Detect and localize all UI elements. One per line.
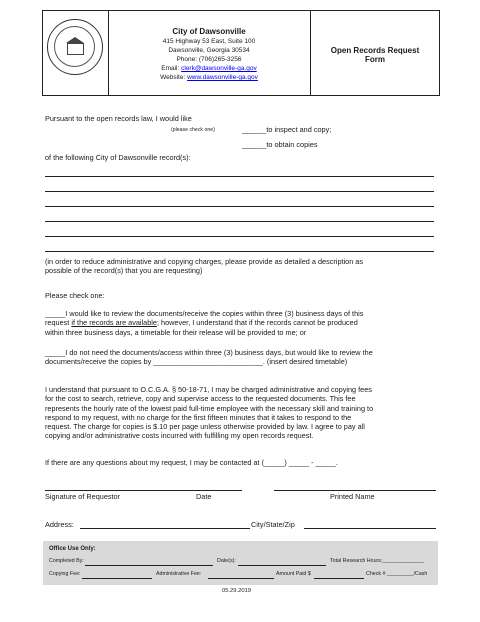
option-copies[interactable] (242, 140, 317, 149)
choice1-text: I would like to review the documents/receive the copies within three (3) business days of this (65, 309, 364, 318)
address-line[interactable] (80, 528, 250, 529)
records-label: of the following City of Dawsonville record(s): (45, 153, 191, 162)
description-note-line: possible of the record(s) that you are requesting) (45, 266, 203, 276)
record-line[interactable] (45, 236, 434, 237)
record-line[interactable] (45, 251, 434, 252)
printed-name-label: Printed Name (330, 492, 375, 501)
choice-later (45, 348, 445, 367)
fees-line: request. The charge for copies is $.10 per page unless otherwise provided by law. I agree to pay all (45, 422, 365, 432)
city-state-zip-line[interactable] (304, 528, 436, 529)
cash-text: /Cash (413, 571, 428, 577)
total-hours-label (330, 558, 424, 564)
dates-line[interactable] (238, 565, 326, 566)
copying-fee-line[interactable] (82, 578, 152, 579)
choice-line: within three business days, a timetable for their release will be provided to me; or (45, 327, 307, 337)
website-line (110, 74, 308, 81)
choice-line (45, 318, 445, 327)
choice1-underlined: if the records are available (71, 318, 157, 328)
choice-three-days (45, 309, 445, 337)
total-hours-text: Total Research Hours: (330, 558, 383, 564)
check-hint: (please check one) (171, 127, 215, 133)
address-line1: 415 Highway 53 East, Suite 100 (162, 38, 256, 45)
dates-label: Date(s): (217, 558, 236, 564)
completed-by-label: Completed By: (49, 558, 84, 564)
website-link[interactable]: www.dawsonville-ga.gov (187, 74, 258, 81)
check-label (366, 571, 427, 577)
signature-line[interactable] (45, 490, 242, 491)
amount-paid-label: Amount Paid $ (276, 571, 311, 577)
record-line[interactable] (45, 191, 434, 192)
option-inspect-blank[interactable]: ______ (242, 125, 267, 134)
fees-line: represents the hourly rate of the lowest paid full-time employee with the necessary skill and training to (45, 403, 374, 413)
fees-line: I understand that pursuant to O.C.G.A. § 50-18-71, I may be charged administrative and copying fees (45, 385, 372, 394)
date-label: Date (196, 492, 212, 501)
address-label: Address: (45, 520, 74, 529)
fees-line: copying and/or administrative costs incurred with fulfilling my open records request. (45, 431, 314, 441)
website-label: Website: (160, 74, 188, 81)
choice-line (45, 309, 445, 318)
seal-ring (54, 26, 95, 67)
completed-by-line[interactable] (85, 565, 213, 566)
option-copies-label: to obtain copies (266, 140, 318, 149)
phone: Phone: (706)265-3256 (176, 56, 242, 63)
choice-line (45, 357, 445, 366)
signature-label: Signature of Requestor (45, 492, 121, 501)
record-line[interactable] (45, 221, 434, 222)
form-title-line1: Open Records Request (330, 46, 420, 55)
admin-fee-label: Administrative Fee: (156, 571, 202, 577)
copying-fee-label: Copying Fee: (49, 571, 81, 577)
fees-line: respond to my request, with no charge for the first fifteen minutes that it takes to respond to the (45, 412, 352, 422)
choice2-text: documents/receive the copies by (45, 357, 154, 367)
option-inspect[interactable] (242, 125, 331, 134)
record-line[interactable] (45, 206, 434, 207)
choice1-text: request (45, 318, 72, 328)
form-title (312, 46, 438, 64)
choice2-text: I do not need the documents/access within three (3) business days, but would like to review the (65, 348, 373, 357)
timetable-blank[interactable]: ___________________________ (153, 357, 263, 367)
printed-name-line[interactable] (274, 490, 436, 491)
email-line (110, 65, 308, 72)
fees-line: for the cost to search, retrieve, copy and supervise access to the requested documents. This fee (45, 394, 356, 404)
form-title-line2: Form (365, 55, 385, 64)
address-line2: Dawsonville, Georgia 30534 (168, 47, 250, 54)
choice1-blank[interactable]: _____ (45, 309, 66, 318)
email-link[interactable]: clerk@dawsonville-ga.gov (181, 65, 257, 72)
seal-building (67, 43, 84, 55)
choice2-text: . (insert desired timetable) (262, 357, 348, 367)
description-note-line: (in order to reduce administrative and copying charges, please provide as detailed a description as (45, 257, 364, 266)
choice1-text: ; however, I understand that if the records cannot be produced (156, 318, 358, 328)
choice2-blank[interactable]: _____ (45, 348, 66, 357)
option-copies-blank[interactable]: ______ (242, 140, 267, 149)
check-blank[interactable]: _________ (386, 571, 414, 577)
request-intro: Pursuant to the open records law, I would like (45, 114, 192, 123)
footer-date-code: 05.29.2019 (222, 588, 252, 594)
header-divider (108, 10, 109, 96)
city-state-zip-label: City/State/Zip (251, 520, 295, 529)
city-seal-icon (47, 19, 103, 75)
email-label: Email: (161, 65, 182, 72)
fees-paragraph (45, 385, 445, 441)
check-text: Check # (366, 571, 386, 577)
description-note (45, 257, 440, 276)
choices-heading: Please check one: (45, 291, 105, 300)
choice-line (45, 348, 445, 357)
office-use-title: Office Use Only: (49, 546, 96, 552)
admin-fee-line[interactable] (208, 578, 274, 579)
amount-paid-line[interactable] (314, 578, 364, 579)
header-divider (310, 10, 311, 96)
city-name: City of Dawsonville (172, 27, 246, 36)
record-line[interactable] (45, 176, 434, 177)
contact-line[interactable]: If there are any questions about my request, I may be contacted at (_____) _____ - _____. (45, 458, 338, 467)
option-inspect-label: to inspect and copy; (266, 125, 332, 134)
total-hours-blank[interactable]: ______________ (382, 558, 424, 564)
